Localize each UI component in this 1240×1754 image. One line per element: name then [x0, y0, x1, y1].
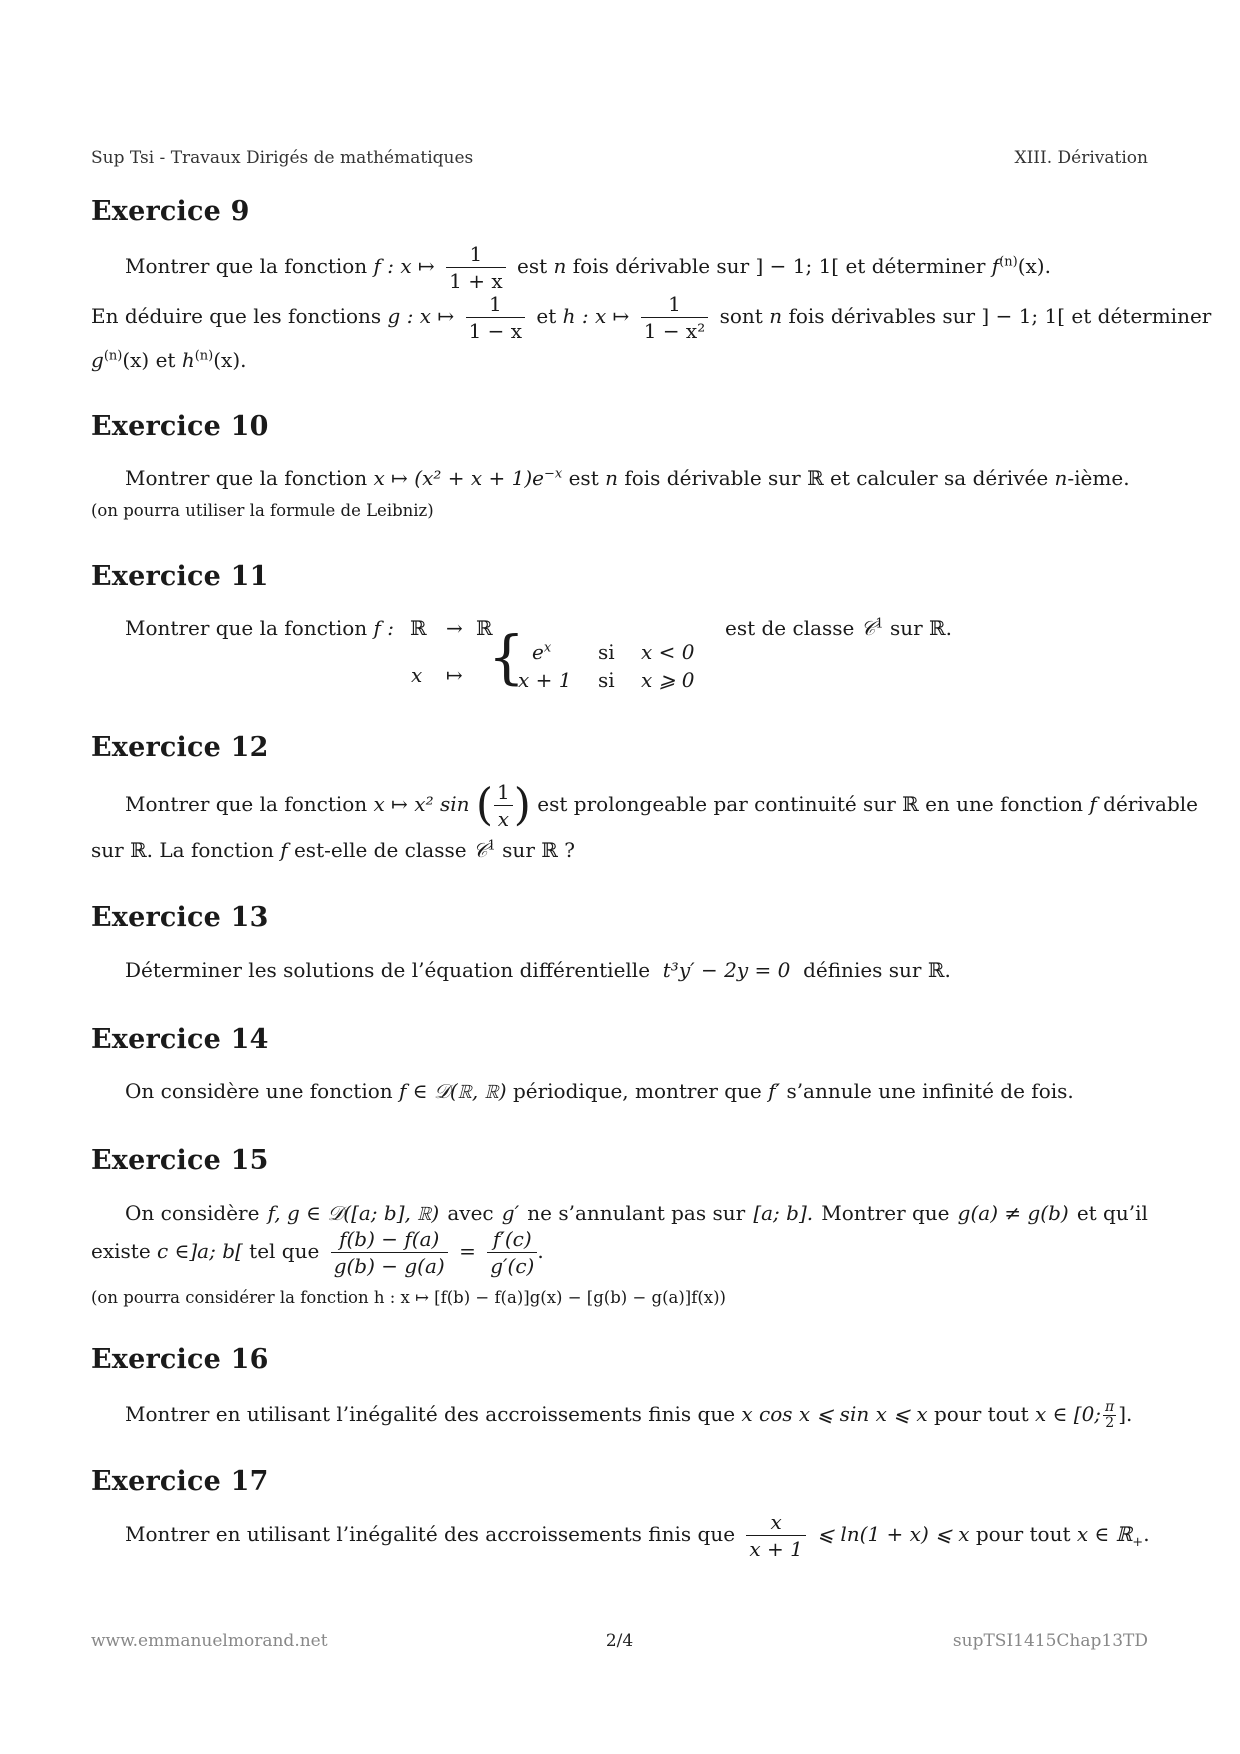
exercise-title: Exercice 10 — [91, 411, 269, 442]
page-header — [91, 148, 1148, 172]
variable-x: x — [411, 663, 423, 687]
exercise-title: Exercice 16 — [91, 1344, 269, 1375]
fraction: $\frac{1}{x}$ — [494, 780, 513, 831]
exercise-15-line-1: On considère f, g ∈ 𝒟([a; b], ℝ) avec g′ ne s’annulant pas sur [a; b]. Montrer que g(a) ≠ g(b) et qu’il — [125, 1201, 1148, 1225]
exercise-12-line-1: Montrer que la fonction x ↦ x² sin ( $\frac{1}{x}$ ) est prolongeable par continuité sur ℝ en une fonction f dérivable — [125, 779, 1198, 831]
exercise-17-line-1: Montrer en utilisant l’inégalité des accroissements finis que $\frac{x}{x + 1}$ ⩽ ln(1 + x) ⩽ x pour tout x ∈ ℝ$_+$. — [125, 1510, 1150, 1561]
function-domain: ℝ — [410, 616, 427, 640]
exercise-title: Exercice 17 — [91, 1466, 269, 1497]
fraction: $\frac{x}{x + 1}$ — [746, 1510, 805, 1561]
case-2-si: si — [598, 668, 615, 692]
header-chapter-title: XIII. Dérivation — [1014, 148, 1148, 168]
case-2-expression: x + 1 — [518, 668, 572, 692]
exercise-14-line-1: On considère une fonction f ∈ 𝒟(ℝ, ℝ) périodique, montrer que f′ s’annule une infinité de fois. — [125, 1079, 1074, 1103]
exercise-title: Exercice 14 — [91, 1024, 269, 1055]
exercise-title: Exercice 11 — [91, 561, 269, 592]
case-1-si: si — [598, 640, 615, 664]
exercise-title: Exercice 12 — [91, 732, 269, 763]
exercise-11-conclusion: est de classe 𝒞$^1$ sur ℝ. — [725, 616, 953, 640]
header-course-title: Sup Tsi - Travaux Dirigés de mathématiques — [91, 148, 474, 168]
exercise-15 — [91, 1145, 1148, 1176]
case-1-condition: x < 0 — [641, 640, 695, 664]
exercise-9-line-3: $g^{(n)}(x)$ et $h^{(n)}(x)$. — [91, 348, 247, 372]
exercise-12 — [91, 732, 1148, 763]
footer-document-id: supTSI1415Chap13TD — [952, 1631, 1148, 1651]
exercise-title: Exercice 13 — [91, 902, 269, 933]
left-brace: { — [488, 623, 525, 691]
arrow: → — [446, 616, 463, 640]
exercise-10-hint: (on pourra utiliser la formule de Leibniz) — [91, 501, 434, 520]
exercise-17 — [91, 1466, 1148, 1497]
fraction: $\frac{1}{1 + x}$ — [446, 242, 505, 293]
fraction: $\frac{\pi}{2}$ — [1105, 1399, 1115, 1431]
exercise-9-line-2: En déduire que les fonctions g : x ↦ $\frac{1}{1 - x}$ et h : x ↦ $\frac{1}{\text{1 − x²}}$ sont n fois dérivables sur ] − 1; 1[ et déterminer — [91, 292, 1212, 343]
exercise-16 — [91, 1344, 1148, 1375]
case-2-condition: x ⩾ 0 — [641, 668, 695, 692]
exercise-9-line-1: Montrer que la fonction f : x ↦ $\frac{1}{1 + x}$ est n fois dérivable sur ] − 1; 1[ et déterminer $f^{(n)}(x)$. — [125, 242, 1051, 293]
mapsto: ↦ — [446, 663, 463, 687]
exercise-title: Exercice 15 — [91, 1145, 269, 1176]
case-1-expression: $e^x$ — [532, 640, 552, 664]
exercise-title: Exercice 9 — [91, 196, 250, 227]
exercise-11 — [91, 561, 1148, 592]
exercise-13-line-1: Déterminer les solutions de l’équation différentielle t³y′ − 2y = 0 définies sur ℝ. — [125, 958, 951, 982]
fraction: $\frac{f(b) - f(a)}{g(b) - g(a)}$ — [331, 1227, 448, 1278]
exercise-9 — [91, 196, 1148, 227]
exercise-10-line-1: Montrer que la fonction x ↦ $(x^2 + x + 1)e^{-x}$ est n fois dérivable sur ℝ et calculer sa dérivée n-ième. — [125, 466, 1130, 490]
exercise-11-intro: Montrer que la fonction f : — [125, 616, 395, 640]
fraction: $\frac{f'(c)}{g'(c)}$ — [487, 1227, 537, 1278]
exercise-15-hint: (on pourra considérer la fonction h : x ↦ [f(b) − f(a)]g(x) − [g(b) − g(a)]f(x)) — [91, 1288, 726, 1307]
fraction: $\frac{1}{1 - x}$ — [466, 292, 525, 343]
page-number: 2/4 — [605, 1631, 634, 1651]
footer-website[interactable]: www.emmanuelmorand.net — [91, 1631, 328, 1651]
exercise-13 — [91, 902, 1148, 933]
exercise-10 — [91, 411, 1148, 442]
fraction: $\frac{1}{\text{1 − x²}}$ — [641, 292, 709, 343]
page-footer — [91, 1631, 1148, 1653]
function-codomain: ℝ — [476, 616, 493, 640]
exercise-12-line-2: sur ℝ. La fonction f est-elle de classe 𝒞$^1$ sur ℝ ? — [91, 838, 575, 862]
exercise-14 — [91, 1024, 1148, 1055]
exercise-16-line-1: Montrer en utilisant l’inégalité des accroissements finis que x cos x ⩽ sin x ⩽ x pour tout x ∈ [0; $\frac{\pi}{2}$ ]. — [125, 1399, 1133, 1431]
exercise-15-line-2: existe c ∈]a; b[ tel que $\frac{f(b) - f(a)}{g(b) - g(a)}$ = $\frac{f'(c)}{g'(c)}$ . — [91, 1227, 544, 1278]
